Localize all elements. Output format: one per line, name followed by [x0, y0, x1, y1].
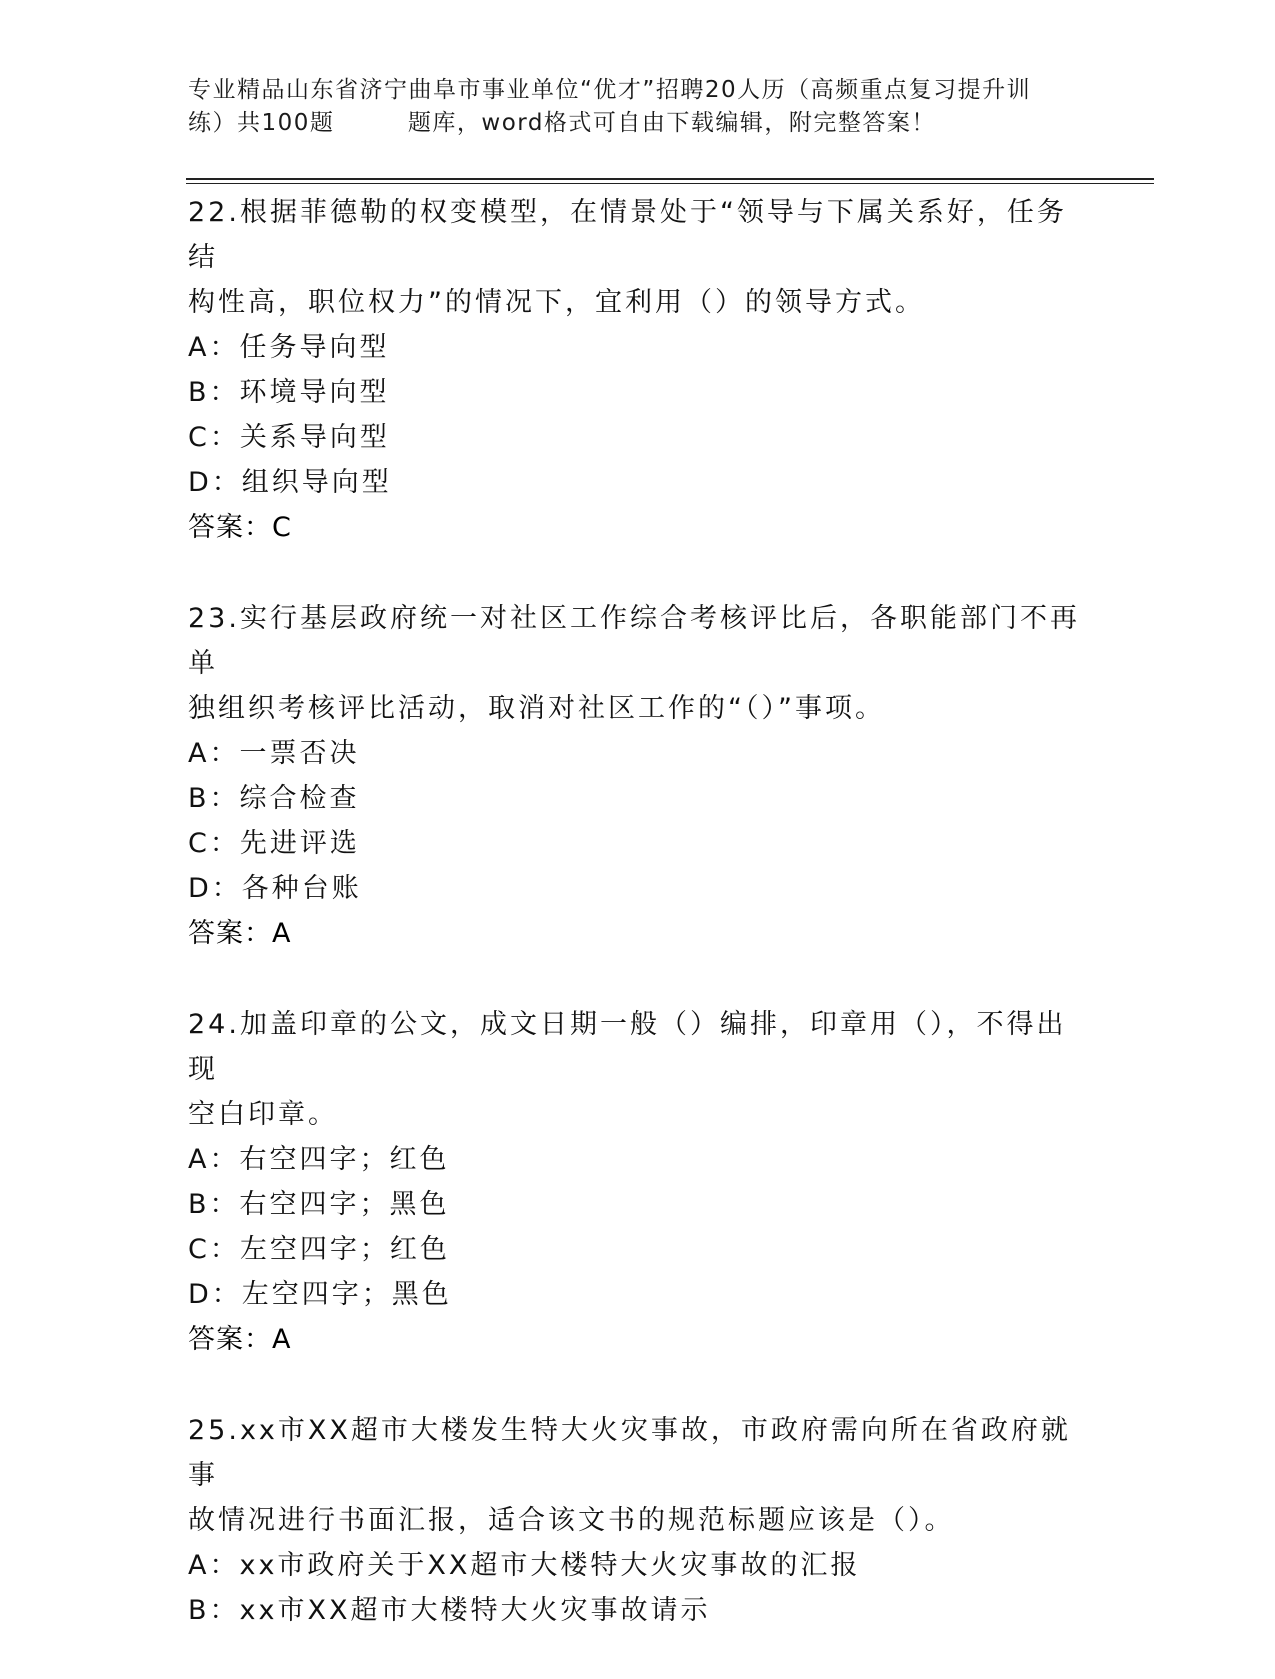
header-line-1: 专业精品山东省济宁曲阜市事业单位“优才”招聘20人历（高频重点复习提升训 [188, 77, 1032, 103]
question-list [188, 190, 1088, 1679]
question-stem-line: 独组织考核评比活动，取消对社区工作的“（）”事项。 [188, 693, 885, 724]
question-22 [188, 190, 1088, 550]
option-b: B：环境导向型 [188, 377, 390, 408]
answer-line: 答案：A [188, 918, 292, 949]
option-a: A：xx市政府关于XX超市大楼特大火灾事故的汇报 [188, 1550, 861, 1581]
question-stem-line: 构性高，职位权力”的情况下，宜利用（）的领导方式。 [188, 287, 925, 318]
question-stem-line: 25.xx市XX超市大楼发生特大火灾事故，市政府需向所在省政府就事 [188, 1415, 1071, 1491]
option-b: B：右空四字；黑色 [188, 1189, 450, 1220]
question-24 [188, 1002, 1088, 1362]
option-d: D：左空四字；黑色 [188, 1279, 452, 1310]
question-stem-line: 22.根据菲德勒的权变模型，在情景处于“领导与下属关系好，任务结 [188, 197, 1067, 273]
header-line-2: 练）共100题 题库，word格式可自由下载编辑，附完整答案！ [188, 110, 936, 136]
question-stem-line: 故情况进行书面汇报，适合该文书的规范标题应该是（）。 [188, 1505, 955, 1536]
option-c: C：左空四字；红色 [188, 1234, 450, 1265]
question-25 [188, 1408, 1088, 1633]
question-stem-line: 空白印章。 [188, 1099, 338, 1130]
answer-line: 答案：A [188, 1324, 292, 1355]
question-stem-line: 24.加盖印章的公文，成文日期一般（）编排，印章用（），不得出现 [188, 1009, 1067, 1085]
option-d: D：组织导向型 [188, 467, 392, 498]
option-a: A：任务导向型 [188, 332, 390, 363]
question-23 [188, 596, 1088, 956]
option-b: B：综合检查 [188, 783, 360, 814]
answer-line: 答案：C [188, 512, 292, 543]
page-header [188, 74, 1088, 140]
question-stem-line: 23.实行基层政府统一对社区工作综合考核评比后，各职能部门不再单 [188, 603, 1080, 679]
option-a: A：一票否决 [188, 738, 360, 769]
option-c: C：先进评选 [188, 828, 360, 859]
option-d: D：各种台账 [188, 873, 362, 904]
option-a: A：右空四字；红色 [188, 1144, 450, 1175]
option-c: C：关系导向型 [188, 422, 390, 453]
header-divider-thin [186, 183, 1154, 184]
option-b: B：xx市XX超市大楼特大火灾事故请示 [188, 1595, 711, 1626]
header-divider-thick [186, 178, 1154, 180]
